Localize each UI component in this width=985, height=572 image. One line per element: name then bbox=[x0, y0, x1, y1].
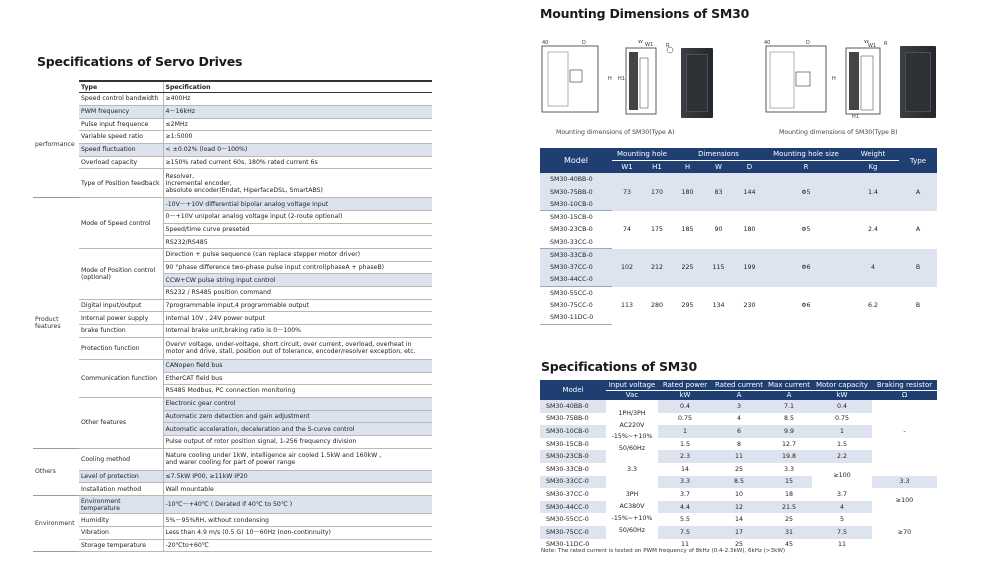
spec-value: 0～+10V unipolar analog voltage input (2-route optional) bbox=[163, 210, 432, 223]
spec-value: Speed/time curve preseted bbox=[163, 223, 432, 236]
drawing-type-b bbox=[760, 40, 920, 120]
spec-type: Mode of Position control (optional) bbox=[79, 249, 163, 300]
spec-value: CCW+CW pulse string input control bbox=[163, 274, 432, 287]
sm30-spec-row bbox=[540, 488, 937, 501]
braking-resistor: - bbox=[872, 400, 937, 463]
servo-spec-title: Specifications of Servo Drives bbox=[37, 54, 243, 69]
dim-label-h1: H1 bbox=[618, 76, 625, 82]
mt-head-mounting-hole: Mounting hole bbox=[612, 148, 672, 161]
spec-type: Mode of Speed control bbox=[79, 198, 163, 249]
spec-type: Type of Position feedback bbox=[79, 169, 163, 198]
et-head-a: A bbox=[736, 391, 742, 400]
spec-type: Protection function bbox=[79, 337, 163, 359]
mounting-d: 144 bbox=[734, 173, 765, 211]
mounting-r: Φ5 bbox=[765, 211, 847, 249]
dim-label-40: 40 bbox=[542, 40, 549, 46]
spec-category: Environment bbox=[33, 496, 79, 552]
mounting-row bbox=[540, 287, 937, 300]
mounting-model: SM30-23CB-0 bbox=[540, 224, 612, 237]
sm30-max-current: 21.5 bbox=[766, 501, 812, 514]
spec-category: Product features bbox=[33, 198, 79, 448]
mounting-row bbox=[540, 249, 937, 262]
mt-head-r: R bbox=[803, 163, 809, 172]
mounting-model: SM30-37CC-0 bbox=[540, 261, 612, 274]
dim-label-d-b: D bbox=[806, 40, 810, 46]
sm30-model: SM30-40BB-0 bbox=[540, 400, 606, 413]
sm30-rated-current: 10 bbox=[712, 488, 766, 501]
mt-head-hole-size: Mounting hole size bbox=[765, 148, 847, 161]
spec-type: Cooling method bbox=[79, 448, 163, 470]
servo-spec-table bbox=[33, 80, 432, 552]
spec-row bbox=[33, 359, 432, 372]
spec-value: RS232 / RS485 position command bbox=[163, 287, 432, 300]
sm30-motor-capacity: 1.5 bbox=[812, 438, 872, 451]
sm30-spec-row bbox=[540, 463, 937, 476]
mounting-w: 134 bbox=[703, 287, 734, 325]
drive-image-type-b bbox=[900, 46, 936, 118]
spec-type: brake function bbox=[79, 325, 163, 338]
spec-row bbox=[33, 496, 432, 514]
et-head-kw2: kW bbox=[836, 391, 848, 400]
sm30-spec-table bbox=[540, 380, 937, 551]
sm30-rated-current: 11 bbox=[712, 450, 766, 463]
sm30-spec-row bbox=[540, 400, 937, 413]
mounting-table bbox=[540, 148, 937, 325]
sm30-max-current: 8.5 bbox=[766, 413, 812, 426]
spec-row bbox=[33, 312, 432, 325]
spec-row bbox=[33, 169, 432, 198]
et-head-max-current: Max current bbox=[766, 380, 812, 390]
mounting-r: Φ6 bbox=[765, 287, 847, 325]
sm30-motor-capacity: 11 bbox=[812, 539, 872, 552]
spec-type: Speed control bandwidth bbox=[79, 93, 163, 106]
spec-row bbox=[33, 118, 432, 131]
sm30-max-current: 9.9 bbox=[766, 425, 812, 438]
spec-value: -20℃to+60℃ bbox=[163, 539, 432, 552]
et-head-motor-capacity: Motor capacity bbox=[812, 380, 872, 390]
sm30-rated-current: 14 bbox=[658, 463, 712, 476]
spec-value: Wall mountable bbox=[163, 483, 432, 496]
mt-head-w: W bbox=[715, 163, 722, 172]
mounting-w1: 74 bbox=[612, 211, 642, 249]
braking-resistor: ≥100 bbox=[872, 488, 937, 513]
sm30-rated-power: 3.3 bbox=[606, 463, 658, 476]
et-head-vac: Vac bbox=[625, 391, 639, 400]
spec-type: PWM frequency bbox=[79, 105, 163, 118]
spec-row bbox=[33, 249, 432, 262]
sm30-rated-current: 12 bbox=[712, 501, 766, 514]
mounting-model: SM30-40BB-0 bbox=[540, 173, 612, 186]
mounting-kg: 1.4 bbox=[847, 173, 899, 211]
sm30-rated-current: 6 bbox=[712, 425, 766, 438]
spec-type: Internal power supply bbox=[79, 312, 163, 325]
mounting-model: SM30-75CC-0 bbox=[540, 299, 612, 312]
sm30-model: SM30-33CB-0 bbox=[540, 463, 606, 476]
spec-type: Level of protection bbox=[79, 470, 163, 483]
sm30-spec-row bbox=[540, 513, 937, 526]
spec-value: Nature cooling under 1kW, intelligence air cooled 1.5kW and 160kW , and warer cooling for part of power range bbox=[163, 448, 432, 470]
sm30-rated-power: 0.75 bbox=[658, 413, 712, 426]
spec-value: ≥150% rated current 60s, 180% rated current 6s bbox=[163, 156, 432, 169]
spec-row bbox=[33, 299, 432, 312]
spec-value: Pulse output of rotor position signal, 1-256 frequency division bbox=[163, 435, 432, 448]
caption-type-b: Mounting dimensions of SM30(Type B) bbox=[779, 129, 898, 136]
mounting-model: SM30-75BB-0 bbox=[540, 186, 612, 199]
spec-type: Speed fluctuation bbox=[79, 143, 163, 156]
dim-label-w1: W1 bbox=[645, 42, 654, 48]
et-head-braking-resistor: Braking resistor bbox=[872, 380, 937, 390]
mounting-row bbox=[540, 173, 937, 186]
caption-type-a: Mounting dimensions of SM30(Type A) bbox=[556, 129, 675, 136]
type-a-dimension-drawing bbox=[540, 40, 700, 120]
spec-value: Direction + pulse sequence (can replace stepper motor driver) bbox=[163, 249, 432, 262]
spec-value: 5%～95%RH, without condensing bbox=[163, 514, 432, 527]
sm30-model: SM30-75CC-0 bbox=[540, 526, 606, 539]
mounting-h: 180 bbox=[672, 173, 703, 211]
spec-value: ≥1:5000 bbox=[163, 131, 432, 144]
spec-type: Communication function bbox=[79, 359, 163, 397]
mounting-model: SM30-55CC-0 bbox=[540, 287, 612, 300]
drive-image-type-a bbox=[681, 48, 713, 118]
spec-value: < ±0.02% (load 0～100%) bbox=[163, 143, 432, 156]
spec-row bbox=[33, 131, 432, 144]
mounting-kg: 2.4 bbox=[847, 211, 899, 249]
spec-value: RS232/RS485 bbox=[163, 236, 432, 249]
sm30-max-current: 19.8 bbox=[766, 450, 812, 463]
sm30-motor-capacity: 2.2 bbox=[812, 450, 872, 463]
spec-row bbox=[33, 156, 432, 169]
spec-type: Digital input/output bbox=[79, 299, 163, 312]
dim-label-r: R bbox=[666, 43, 670, 49]
dim-label-w: W bbox=[638, 40, 643, 45]
dim-label-d: D bbox=[582, 40, 586, 46]
dim-label-w1-b: W1 bbox=[868, 43, 877, 49]
mounting-d: 199 bbox=[734, 249, 765, 287]
sm30-spec-title: Specifications of SM30 bbox=[541, 359, 698, 374]
dim-label-40-b: 40 bbox=[764, 40, 771, 46]
spec-row bbox=[33, 143, 432, 156]
mounting-d: 230 bbox=[734, 287, 765, 325]
mounting-h1: 175 bbox=[642, 211, 672, 249]
spec-value: Automatic zero detection and gain adjustment bbox=[163, 410, 432, 423]
mounting-model: SM30-11DC-0 bbox=[540, 312, 612, 325]
mounting-row bbox=[540, 211, 937, 224]
spec-type: Humidity bbox=[79, 514, 163, 527]
mounting-type: B bbox=[899, 287, 937, 325]
mt-head-dimensions: Dimensions bbox=[672, 148, 765, 161]
et-head-input-voltage: Input voltage bbox=[606, 380, 658, 390]
mounting-title: Mounting Dimensions of SM30 bbox=[540, 6, 750, 21]
spec-row bbox=[33, 514, 432, 527]
spec-value: CANopen field bus bbox=[163, 359, 432, 372]
spec-value: Less than 4.9 m/s (0.5 G) 10～60Hz (non-continnuity) bbox=[163, 526, 432, 539]
spec-row bbox=[33, 93, 432, 106]
braking-resistor: ≥70 bbox=[872, 513, 937, 551]
spec-row bbox=[33, 325, 432, 338]
sm30-rated-power: 0.4 bbox=[658, 400, 712, 413]
input-voltage-group: 1PH/3PH AC220V -15%~+10% 50/60Hz bbox=[606, 400, 658, 463]
mounting-kg: 6.2 bbox=[847, 287, 899, 325]
sm30-rated-current: 4 bbox=[712, 413, 766, 426]
et-head-a2: A bbox=[786, 391, 792, 400]
et-head-ohm: Ω bbox=[901, 391, 908, 400]
dim-label-h1-b: H1 bbox=[852, 114, 859, 120]
mt-head-model: Model bbox=[563, 156, 589, 166]
sm30-rated-power: 2.3 bbox=[658, 450, 712, 463]
et-head-model: Model bbox=[562, 386, 584, 394]
spec-row bbox=[33, 337, 432, 359]
sm30-rated-power: 3.7 bbox=[658, 488, 712, 501]
sm30-motor-capacity: 0.75 bbox=[812, 413, 872, 426]
rated-current-note: Note: The rated current is tested on PWM frequency of 8kHz (0.4-2.3kW), 6kHz (>3kW) bbox=[541, 548, 786, 554]
mounting-model: SM30-15CB-0 bbox=[540, 211, 612, 224]
sm30-model: SM30-23CB-0 bbox=[540, 450, 606, 463]
sm30-motor-capacity: 3.3 bbox=[766, 463, 812, 476]
sm30-motor-capacity: 3.7 bbox=[812, 488, 872, 501]
spec-value: ≥400Hz bbox=[163, 93, 432, 106]
spec-value: 90 °phase difference two-phase pulse input control(phaseA + phaseB) bbox=[163, 261, 432, 274]
mounting-h1: 170 bbox=[642, 173, 672, 211]
sm30-rated-power: 4.4 bbox=[658, 501, 712, 514]
braking-resistor: ≥100 bbox=[812, 463, 872, 488]
spec-value: Internal brake unit,braking ratio is 0～100% bbox=[163, 325, 432, 338]
spec-category: performance bbox=[33, 93, 79, 198]
mounting-d: 180 bbox=[734, 211, 765, 249]
sm30-model: SM30-75BB-0 bbox=[540, 413, 606, 426]
mounting-w: 90 bbox=[703, 211, 734, 249]
mounting-h: 225 bbox=[672, 249, 703, 287]
sm30-max-current: 45 bbox=[766, 539, 812, 552]
spec-type: Installation method bbox=[79, 483, 163, 496]
input-voltage-group: 3PH AC380V -15%~+10% 50/60Hz bbox=[606, 476, 658, 552]
sm30-motor-capacity: 4 bbox=[812, 501, 872, 514]
spec-value: -10℃～+40℃ ( Derated if 40℃ to 50℃ ) bbox=[163, 496, 432, 514]
mounting-h1: 212 bbox=[642, 249, 672, 287]
mounting-h: 185 bbox=[672, 211, 703, 249]
dim-label-r-b: R bbox=[884, 41, 888, 47]
sm30-model: SM30-44CC-0 bbox=[540, 501, 606, 514]
mounting-model: SM30-44CC-0 bbox=[540, 274, 612, 287]
sm30-rated-power: 5.5 bbox=[658, 513, 712, 526]
mounting-w1: 102 bbox=[612, 249, 642, 287]
spec-type: Other features bbox=[79, 397, 163, 448]
spec-type: Overload capacity bbox=[79, 156, 163, 169]
spec-value: Resolver, Incremental encoder, absolute encoder(Endat, HiperfaceDSL, SmartABS) bbox=[163, 169, 432, 198]
sm30-rated-power: 7.5 bbox=[658, 526, 712, 539]
mounting-r: Φ6 bbox=[765, 249, 847, 287]
mounting-kg: 4 bbox=[847, 249, 899, 287]
spec-category: Others bbox=[33, 448, 79, 495]
sm30-rated-power: 3.3 bbox=[658, 476, 712, 489]
mt-head-d: D bbox=[746, 163, 753, 172]
spec-row bbox=[33, 526, 432, 539]
mt-head-weight: Weight bbox=[847, 148, 899, 161]
spec-value: -10V～+10V differential bipolar analog voltage input bbox=[163, 198, 432, 211]
mounting-w: 115 bbox=[703, 249, 734, 287]
spec-row bbox=[33, 448, 432, 470]
sm30-rated-current: 14 bbox=[712, 513, 766, 526]
mounting-w1: 73 bbox=[612, 173, 642, 211]
mounting-r: Φ5 bbox=[765, 173, 847, 211]
drawing-type-a bbox=[540, 40, 700, 120]
sm30-model: SM30-33CC-0 bbox=[540, 476, 606, 489]
spec-row bbox=[33, 105, 432, 118]
spec-row bbox=[33, 483, 432, 496]
dim-label-h-b: H bbox=[832, 76, 836, 82]
mt-head-w1: W1 bbox=[621, 163, 633, 172]
spec-value: Internal 10V , 24V power output bbox=[163, 312, 432, 325]
spec-type: Storage temperature bbox=[79, 539, 163, 552]
et-head-rated-power: Rated power bbox=[658, 380, 712, 390]
sm30-motor-capacity: 3.3 bbox=[872, 476, 937, 489]
spec-value: Automatic acceleration, deceleration and the S-curve control bbox=[163, 423, 432, 436]
mounting-h: 295 bbox=[672, 287, 703, 325]
mounting-model: SM30-33CB-0 bbox=[540, 249, 612, 262]
mounting-model: SM30-10CB-0 bbox=[540, 198, 612, 211]
spec-row bbox=[33, 198, 432, 211]
spec-value: Overvr voltage, under-voltage, short circuit, over current, overload, overheat in motor and drive, stall, position out of tolerance, encoder/resolver exception, etc. bbox=[163, 337, 432, 359]
sm30-rated-power: 11 bbox=[658, 539, 712, 552]
mt-head-h1: H1 bbox=[652, 163, 662, 172]
sm30-motor-capacity: 7.5 bbox=[812, 526, 872, 539]
spec-type: Variable speed ratio bbox=[79, 131, 163, 144]
sm30-max-current: 12.7 bbox=[766, 438, 812, 451]
sm30-model: SM30-10CB-0 bbox=[540, 425, 606, 438]
sm30-model: SM30-15CB-0 bbox=[540, 438, 606, 451]
sm30-rated-current: 8.5 bbox=[712, 476, 766, 489]
spec-row bbox=[33, 397, 432, 410]
spec-value: 4～16kHz bbox=[163, 105, 432, 118]
spec-row bbox=[33, 470, 432, 483]
spec-row bbox=[33, 539, 432, 552]
spec-type: Environment temperature bbox=[79, 496, 163, 514]
sm30-motor-capacity: 1 bbox=[812, 425, 872, 438]
et-head-kw: kW bbox=[679, 391, 691, 400]
mounting-type: A bbox=[899, 173, 937, 211]
mounting-w1: 113 bbox=[612, 287, 642, 325]
dim-label-h: H bbox=[608, 76, 612, 82]
col-spec-header: Specification bbox=[163, 81, 432, 93]
sm30-rated-current: 25 bbox=[712, 539, 766, 552]
sm30-motor-capacity: 5 bbox=[812, 513, 872, 526]
col-type-header: Type bbox=[79, 81, 163, 93]
type-b-dimension-drawing bbox=[760, 40, 920, 120]
mounting-w: 83 bbox=[703, 173, 734, 211]
mt-head-kg: Kg bbox=[868, 163, 878, 172]
sm30-model: SM30-55CC-0 bbox=[540, 513, 606, 526]
spec-value: ≤2MHz bbox=[163, 118, 432, 131]
sm30-spec-row bbox=[540, 476, 937, 489]
sm30-max-current: 18 bbox=[766, 488, 812, 501]
mounting-model: SM30-33CC-0 bbox=[540, 236, 612, 249]
sm30-max-current: 25 bbox=[712, 463, 766, 476]
sm30-model: SM30-37CC-0 bbox=[540, 488, 606, 501]
sm30-rated-current: 8 bbox=[712, 438, 766, 451]
spec-value: EtherCAT field bus bbox=[163, 372, 432, 385]
dim-label-w-b: W bbox=[864, 40, 869, 45]
spec-value: RS485 Modbus, PC connection monitoring bbox=[163, 385, 432, 398]
spec-value: Electronic gear control bbox=[163, 397, 432, 410]
sm30-rated-current: 17 bbox=[712, 526, 766, 539]
sm30-rated-power: 1.5 bbox=[658, 438, 712, 451]
spec-type: Pulse input frequencе bbox=[79, 118, 163, 131]
mounting-type: B bbox=[899, 249, 937, 287]
sm30-max-current: 25 bbox=[766, 513, 812, 526]
et-head-rated-current: Rated current bbox=[712, 380, 766, 390]
mt-head-type: Type bbox=[909, 156, 927, 165]
sm30-model: SM30-11DC-0 bbox=[540, 539, 606, 552]
sm30-max-current: 31 bbox=[766, 526, 812, 539]
spec-value: ≤7.5kW IP00, ≥11kW IP20 bbox=[163, 470, 432, 483]
spec-value: 7programmable input,4 programmable output bbox=[163, 299, 432, 312]
mt-head-h: H bbox=[684, 163, 691, 172]
mounting-h1: 280 bbox=[642, 287, 672, 325]
sm30-motor-capacity: 0.4 bbox=[812, 400, 872, 413]
sm30-max-current: 15 bbox=[766, 476, 812, 489]
spec-type: Vibration bbox=[79, 526, 163, 539]
sm30-rated-current: 3 bbox=[712, 400, 766, 413]
sm30-rated-power: 1 bbox=[658, 425, 712, 438]
mounting-type: A bbox=[899, 211, 937, 249]
sm30-max-current: 7.1 bbox=[766, 400, 812, 413]
